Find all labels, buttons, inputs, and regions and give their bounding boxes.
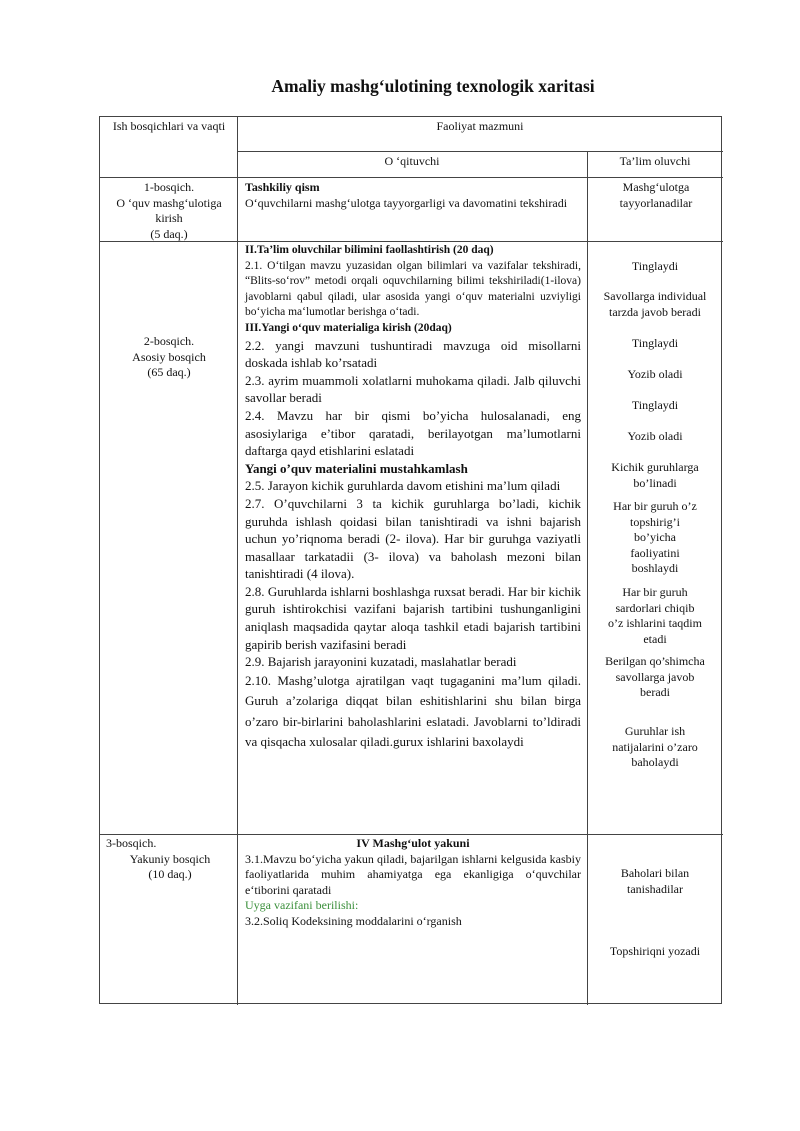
student-action: Baholari bilan tanishadilar xyxy=(620,866,690,896)
page-title: Amaliy mashg‘ulotining texnologik xaritasi xyxy=(271,76,595,96)
header-teacher: O ‘qituvchi xyxy=(384,154,440,168)
stage2-label: 2-bosqich. Asosiy bosqich (65 daq.) xyxy=(132,334,206,379)
header-student: Ta’lim oluvchi xyxy=(619,154,691,168)
student-action: Guruhlar ish natijalarini o’zaro baholaydi xyxy=(612,724,698,769)
student-action: Tinglaydi xyxy=(631,259,679,273)
stage1-student: Mashg‘ulotga tayyorlanadilar xyxy=(619,180,693,210)
technology-map-table xyxy=(99,116,722,1004)
header-stages: Ish bosqichlari va vaqti xyxy=(112,119,226,133)
stage1-label: 1-bosqich. O ‘quv mashg‘ulotiga kirish (5 daq.) xyxy=(116,180,222,241)
student-action: Har bir guruh o’z topshirig’i bo’yicha faoliyatini boshlaydi xyxy=(613,499,697,575)
student-action: Berilgan qo’shimcha savollarga javob beradi xyxy=(605,654,705,699)
student-action: Topshiriqni yozadi xyxy=(609,944,701,958)
student-action: Yozib oladi xyxy=(627,429,683,443)
header-activity: Faoliyat mazmuni xyxy=(436,119,524,133)
homework-label: Uyga vazifani berilishi: xyxy=(245,898,359,912)
stage3-teacher: IV Mashg‘ulot yakuni 3.1.Mavzu bo‘yicha yakun qiladi, bajarilgan ishlarni kelgusida kasbiy faoliyatlarida muhim ahamiyatga ega ekanligiga o‘quvchilar e‘tiborini qaratadi Uyga vazifani berilishi: 3.2.Soliq Kodeksining moddalarini o‘rganish xyxy=(245,836,581,928)
student-action: Yozib oladi xyxy=(627,367,683,381)
student-action: Tinglaydi xyxy=(631,336,679,350)
student-action: Savollarga individual tarzda javob beradi xyxy=(603,289,707,319)
student-action: Kichik guruhlarga bo’linadi xyxy=(611,460,699,490)
stage3-label: 3-bosqich. Yakuniy bosqich (10 daq.) xyxy=(106,836,211,881)
student-action: Har bir guruh sardorlari chiqib o’z ishlarini taqdim etadi xyxy=(608,585,702,646)
stage2-teacher: II.Ta’lim oluvchilar bilimini faollashtirish (20 daq) 2.1. O‘tilgan mavzu yuzasidan olgan bilimlari va vazifalar tekshiradi, “Blits-so‘rov” metodi orqali oquvchilarning bilimi tekshiriladi(1-ilova) javoblarni qabul qiladi, ular asosida yangi o‘quv materialni uzviyligi bo‘yicha ma‘lumotlar berishga o‘tadi. III.Yangi o‘quv materialiga kirish (20daq) 2.2. yangi mavzuni tushuntiradi mavzuga oid misollarni doskada ishlab ko’rsatadi 2.3. ayrim muammoli xolatlarni muhokama qiladi. Jalb qiluvchi savollar beradi 2.4. Mavzu har bir qismi bo’yicha hulosalanadi, eng asosiylariga e’tibor qaratadi, berilayotgan ma’lumotlarni daftarga qayd etishlarini eslatadi Yangi o’quv materialini mustahkamlash 2.5. Jarayon kichik guruhlarda davom etishini ma’lum qiladi 2.7. O’quvchilarni 3 ta kichik guruhlarga bo’ladi, kichik guruhda ishlash qoidasi bilan tanishtiradi va ishni bajarish uchun yo’riqnoma beradi (2- ilova). Har bir guruhga vaziyatli masallaar tarkatadii (3- ilova) va baholash mezoni bilan tanishtiradi (4 ilova). 2.8. Guruhlarda ishlarni boshlashga ruxsat beradi. Har bir kichik guruh ishtirokchisi vazifani bajarish tartibini tushunganligini aniqlash maqsadida qaytar aloqa tashkil etadi bajarish tartibini gapirib berish vazifasini beradi 2.9. Bajarish jarayonini kuzatadi, maslahatlar beradi 2.10. Mashg’ulotga ajratilgan vaqt tugaganini ma’lum qiladi. Guruh a’zolariga diqqat bilan eshitishlarini shu bilan birga o’zaro bir-birlarini baholashlarini eslatadi. Javoblarni to’ldiradi va qisqacha xulosalar qiladi.gurux ishlarini baxolaydi xyxy=(245,244,581,750)
student-action: Tinglaydi xyxy=(631,398,679,412)
stage1-teacher: Tashkiliy qism O‘quvchilarni mashg‘ulotga tayyorgarligi va davomatini tekshiradi xyxy=(245,180,568,210)
